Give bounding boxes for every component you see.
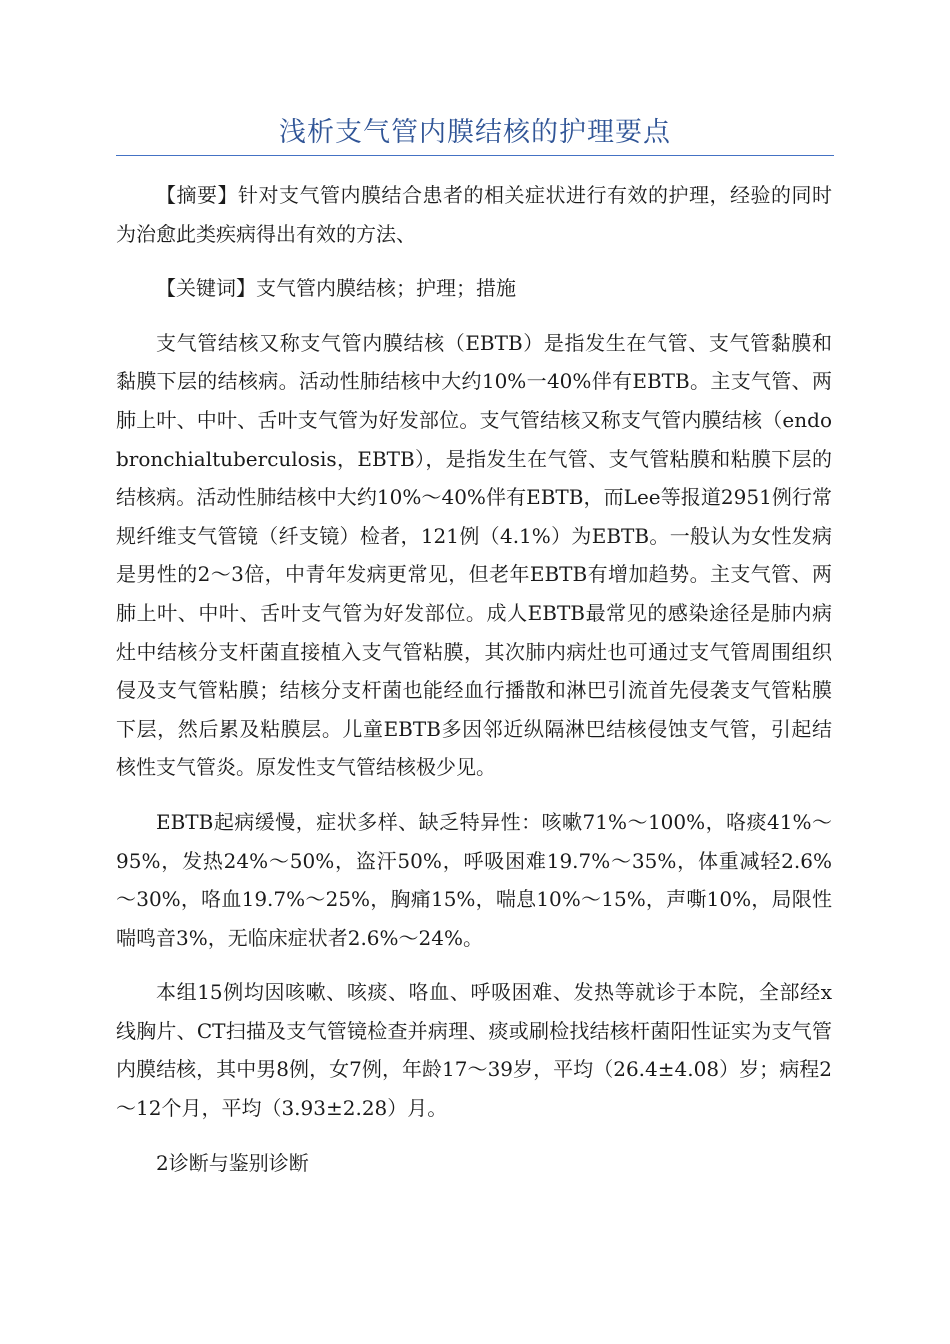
body-paragraph: 支气管结核又称支气管内膜结核（EBTB）是指发生在气管、支气管黏膜和黏膜下层的结核病。活动性肺结核中大约10%一40%伴有EBTB。主支气管、两肺上叶、中叶、舌叶支气管为好发部位。支气管结核又称支气管内膜结核（endobronchialtuberculosis，EBTB），是指发生在气管、支气管粘膜和粘膜下层的结核病。活动性肺结核中大约10%～40%伴有EBTB，而Lee等报道2951例行常规纤维支气管镜（纤支镜）检者，121例（4.1%）为EBTB。一般认为女性发病是男性的2～3倍，中青年发病更常见，但老年EBTB有增加趋势。主支气管、两肺上叶、中叶、舌叶支气管为好发部位。成人EBTB最常见的感染途径是肺内病灶中结核分支杆菌直接植入支气管粘膜，其次肺内病灶也可通过支气管周围组织侵及支气管粘膜；结核分支杆菌也能经血行播散和淋巴引流首先侵袭支气管粘膜下层，然后累及粘膜层。儿童EBTB多因邻近纵隔淋巴结核侵蚀支气管，引起结核性支气管炎。原发性支气管结核极少见。 <box>116 330 832 780</box>
keywords-paragraph: 【关键词】支气管内膜结核；护理；措施 <box>156 276 516 301</box>
abstract-paragraph: 【摘要】针对支气管内膜结合患者的相关症状进行有效的护理，经验的同时为治愈此类疾病得出有效的方法、 <box>116 183 832 246</box>
section-heading: 2诊断与鉴别诊断 <box>156 1150 309 1175</box>
title-underline <box>116 155 834 156</box>
document-title: 浅析支气管内膜结核的护理要点 <box>279 117 671 148</box>
body-paragraph: 本组15例均因咳嗽、咳痰、咯血、呼吸困难、发热等就诊于本院，全部经x线胸片、CT扫描及支气管镜检查并病理、痰或刷检找结核杆菌阳性证实为支气管内膜结核，其中男8例，女7例，年龄17～39岁，平均（26.4±4.08）岁；病程2～12个月，平均（3.93±2.28）月。 <box>116 980 832 1121</box>
document-body <box>116 176 832 1198</box>
body-paragraph: EBTB起病缓慢，症状多样、缺乏特异性：咳嗽71%～100%，咯痰41%～95%，发热24%～50%，盗汗50%，呼吸困难19.7%～35%，体重减轻2.6%～30%，咯血19.7%～25%，胸痛15%，喘息10%～15%，声嘶10%，局限性喘鸣音3%，无临床症状者2.6%～24%。 <box>116 809 832 950</box>
